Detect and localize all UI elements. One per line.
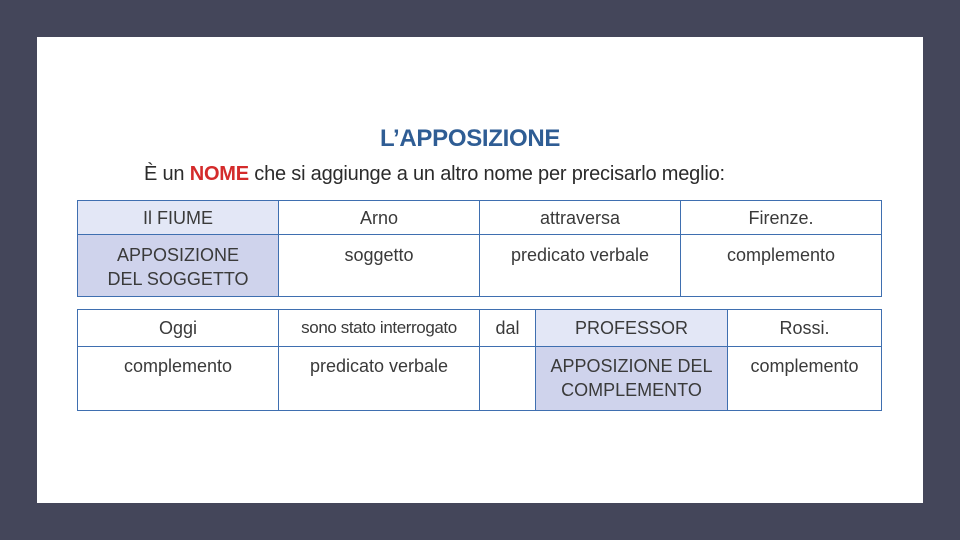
- definition-start: È un: [144, 163, 190, 185]
- example-table-subject: [77, 200, 882, 297]
- table-cell: predicato verbale: [279, 347, 480, 411]
- table-row: [78, 201, 882, 235]
- table-cell: complemento: [728, 347, 882, 411]
- table-cell: Oggi: [78, 310, 279, 347]
- table-row: [78, 347, 882, 411]
- example-table-complement: [77, 309, 882, 411]
- table-cell: complemento: [78, 347, 279, 411]
- definition-text: [144, 163, 844, 186]
- apposition-label: APPOSIZIONE DEL COMPLEMENTO: [550, 356, 713, 400]
- table-cell: complemento: [681, 235, 882, 297]
- slide: [37, 37, 923, 503]
- table-cell: soggetto: [279, 235, 480, 297]
- table-row: [78, 235, 882, 297]
- table-cell: PROFESSOR: [536, 310, 728, 347]
- table-cell: [78, 235, 279, 297]
- definition-keyword: NOME: [189, 163, 249, 185]
- table-cell: Rossi.: [728, 310, 882, 347]
- slide-title: L’APPOSIZIONE: [380, 125, 561, 152]
- table-cell: [480, 347, 536, 411]
- table-cell: predicato verbale: [480, 235, 681, 297]
- table-cell: sono stato interrogato: [279, 310, 480, 347]
- table-cell: dal: [480, 310, 536, 347]
- apposition-label: APPOSIZIONE DEL SOGGETTO: [107, 245, 249, 289]
- table-cell: [536, 347, 728, 411]
- definition-end: che si aggiunge a un altro nome per precisarlo meglio:: [248, 163, 725, 185]
- table-cell: Firenze.: [681, 201, 882, 235]
- table-row: [78, 310, 882, 347]
- table-cell: Arno: [279, 201, 480, 235]
- table-cell: Il FIUME: [78, 201, 279, 235]
- table-cell: attraversa: [480, 201, 681, 235]
